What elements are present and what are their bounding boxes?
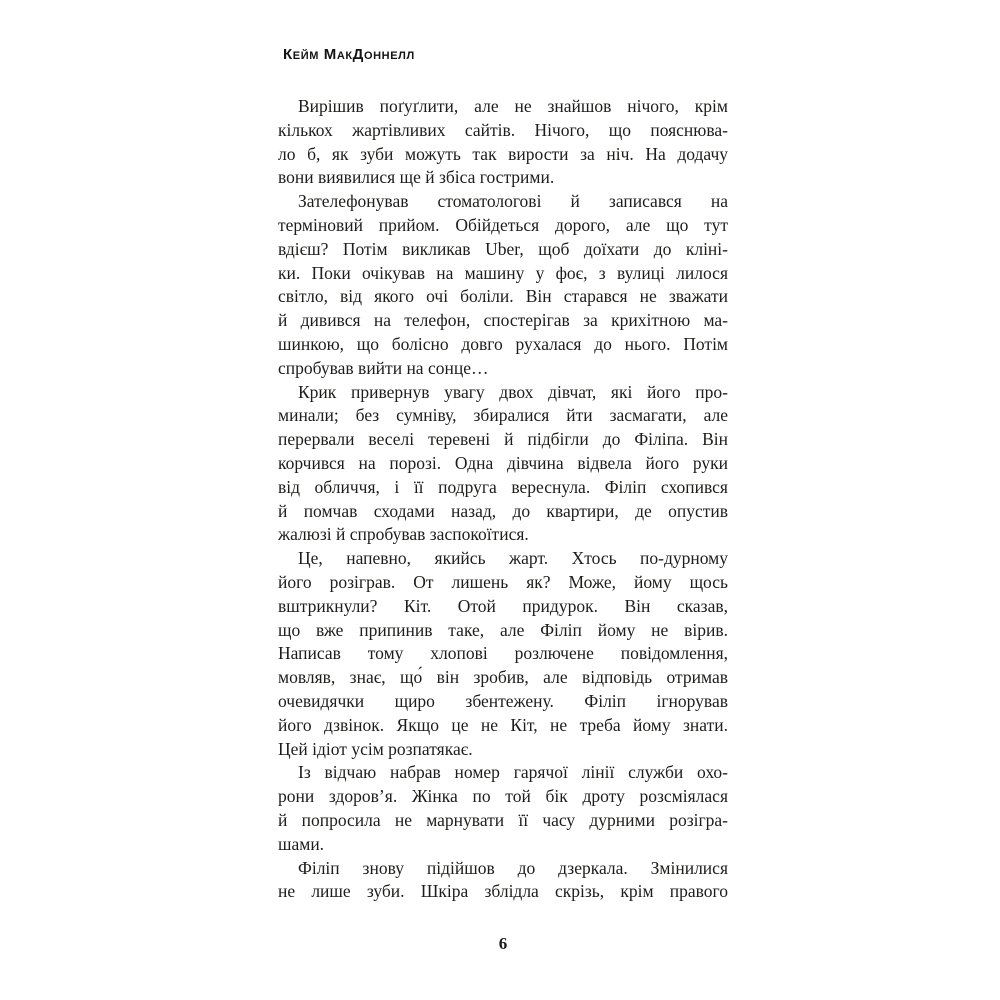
text-line: рони здоров’я. Жінка по той бік дроту розсміялася: [278, 786, 728, 807]
text-line: й попросила не марнувати її часу дурними розігра-: [278, 809, 728, 830]
text-line: Цей ідіот усім розпатякає.: [278, 738, 473, 759]
text-line: що вже припинив таке, але Філіп йому не вірив.: [278, 619, 728, 640]
text-line: й помчав сходами назад, до квартири, де опустив: [278, 500, 728, 521]
text-line: його розіграв. От лишень як? Може, йому щось: [278, 571, 728, 592]
text-line: шами.: [278, 833, 325, 854]
text-line: минали; без сумніву, збиралися йти засмагати, але: [278, 405, 728, 426]
text-line: Написав тому хлопові розлючене повідомлення,: [278, 643, 728, 664]
paragraph: [278, 95, 728, 190]
text-line: Філіп знову підійшов до дзеркала. Змінилися: [298, 857, 728, 878]
text-line: й дивився на телефон, спостерігав за крихітною ма-: [278, 310, 728, 331]
text-line: ки. Поки очікував на машину у фоє, з вулиці лилося: [278, 262, 728, 283]
running-header-author: Кейм МакДоннелл: [283, 46, 415, 63]
text-line: очевидячки щиро збентежену. Філіп ігнорував: [278, 690, 728, 711]
text-line: Вирішив поґуґлити, але не знайшов нічого, крім: [298, 96, 728, 116]
text-line: спробував вийти на сонце…: [278, 357, 489, 378]
paragraph: [278, 857, 728, 905]
text-line: шинкою, що болісно довго рухалася до нього. Потім: [278, 333, 728, 354]
text-line: кількох жартівливих сайтів. Нічого, що пояснюва-: [278, 119, 728, 140]
text-line: вони виявилися ще й збіса гострими.: [278, 167, 555, 188]
paragraph: [278, 761, 728, 856]
text-block: [278, 95, 728, 904]
text-line: терміновий прийом. Обійдеться дорого, але що тут: [278, 214, 728, 235]
text-line: світло, від якого очі боліли. Він старався не зважати: [278, 286, 728, 307]
text-line: не лише зуби. Шкіра зблідла скрізь, крім правого: [278, 881, 728, 902]
page-number: 6: [498, 934, 508, 953]
text-line: жалюзі й спробував заспокоїтися.: [278, 524, 529, 545]
text-line: ло б, як зуби можуть так вирости за ніч. На додачу: [278, 143, 728, 164]
text-line: Із відчаю набрав номер гарячої лінії служби охо-: [298, 762, 728, 783]
paragraph: [278, 547, 728, 761]
text-line: його дзвінок. Якщо це не Кіт, не треба йому знати.: [278, 714, 728, 735]
text-line: корчився на порозі. Одна дівчина відвела його руки: [278, 452, 728, 473]
text-line: перервали веселі теревені й підбігли до Філіпа. Він: [278, 429, 728, 450]
text-line: вдієш? Потім викликав Uber, щоб доїхати до кліні-: [278, 238, 728, 259]
paragraph: [278, 190, 728, 380]
text-line: від обличчя, і її подруга вереснула. Філіп схопився: [278, 476, 728, 497]
text-line: мовляв, знає, що́ він зробив, але відповідь отримав: [278, 667, 728, 688]
text-line: Це, напевно, якийсь жарт. Хтось по-дурному: [298, 548, 728, 569]
text-line: Зателефонував стоматологові й записався на: [298, 191, 728, 212]
text-line: вштрикнули? Кіт. Отой придурок. Він сказав,: [278, 595, 728, 616]
paragraph: [278, 381, 728, 548]
text-line: Крик привернув увагу двох дівчат, які його про-: [298, 381, 728, 402]
